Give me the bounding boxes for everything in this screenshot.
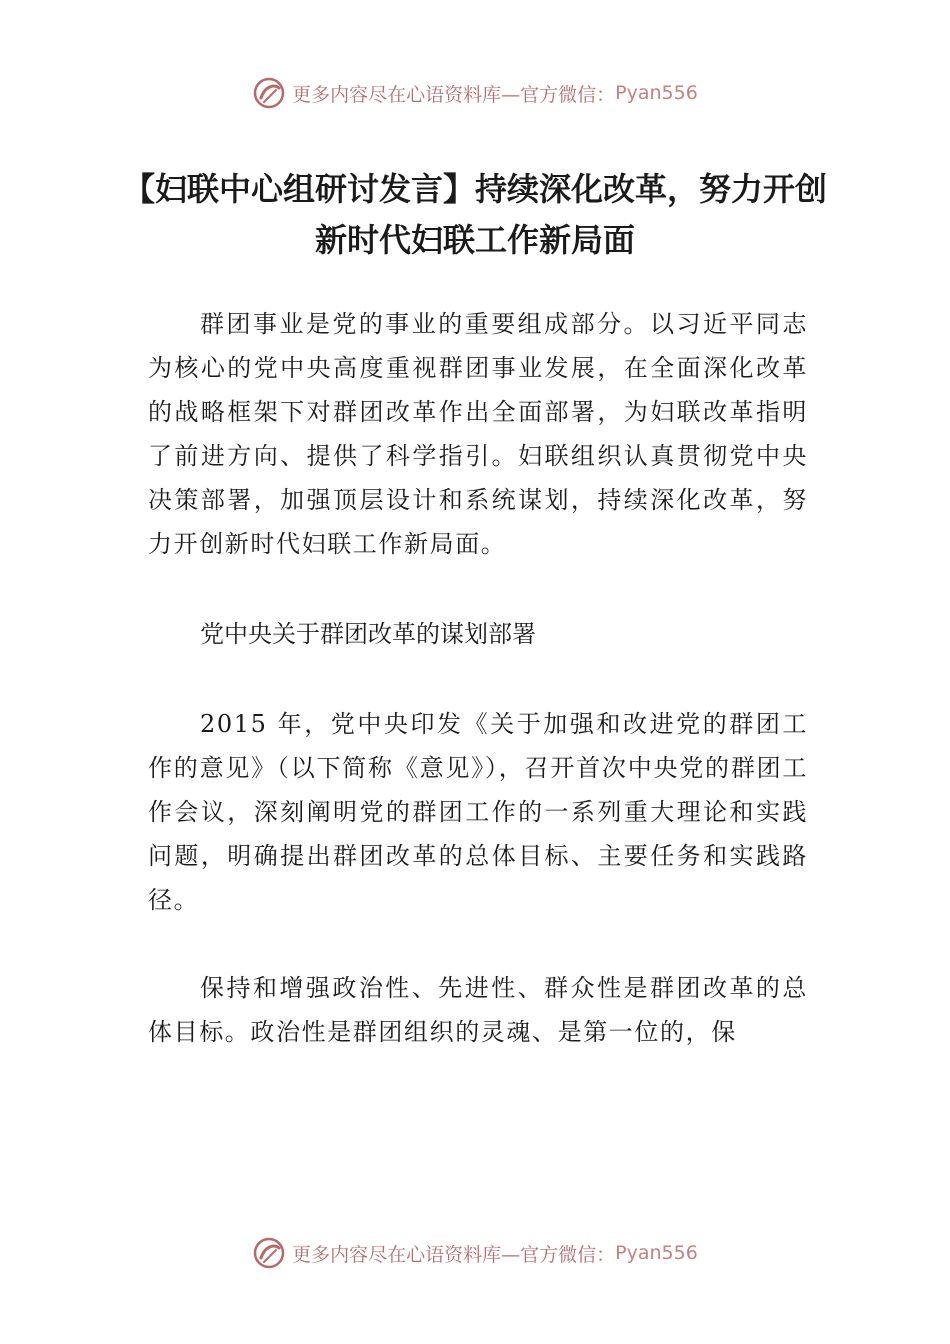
paragraph-1: 群团事业是党的事业的重要组成部分。以习近平同志为核心的党中央高度重视群团事业发展，在全面深化改革的战略框架下对群团改革作出全面部署，为妇联改革指明了前进方向、提供了科学指引。妇联组织认真贯彻党中央决策部署，加强顶层设计和系统谋划，持续深化改革，努力开创新时代妇联工作新局面。: [148, 310, 808, 558]
watermark-text: 更多内容尽在心语资料库—官方微信：: [292, 83, 616, 106]
watermark-header: [0, 76, 950, 110]
document-title: 【妇联中心组研讨发言】持续深化改革，努力开创新时代妇联工作新局面: [122, 170, 827, 259]
paragraph-3: 保持和增强政治性、先进性、群众性是群团改革的总体目标。政治性是群团组织的灵魂、是第一位的，保: [148, 974, 808, 1046]
section-heading: 党中央关于群团改革的谋划部署: [200, 620, 536, 648]
watermark-handle: Pyan556: [615, 1242, 698, 1264]
seal-logo-icon: [252, 76, 286, 110]
watermark-text: 更多内容尽在心语资料库—官方微信：: [292, 1243, 616, 1266]
watermark-footer: [0, 1236, 950, 1270]
watermark-handle: Pyan556: [615, 82, 698, 104]
paragraph-2: 2015 年，党中央印发《关于加强和改进党的群团工作的意见》（以下简称《意见》），召开首次中央党的群团工作会议，深刻阐明党的群团工作的一系列重大理论和实践问题，明确提出群团改革的总体目标、主要任务和实践路径。: [148, 710, 808, 914]
seal-logo-icon: [252, 1236, 286, 1270]
